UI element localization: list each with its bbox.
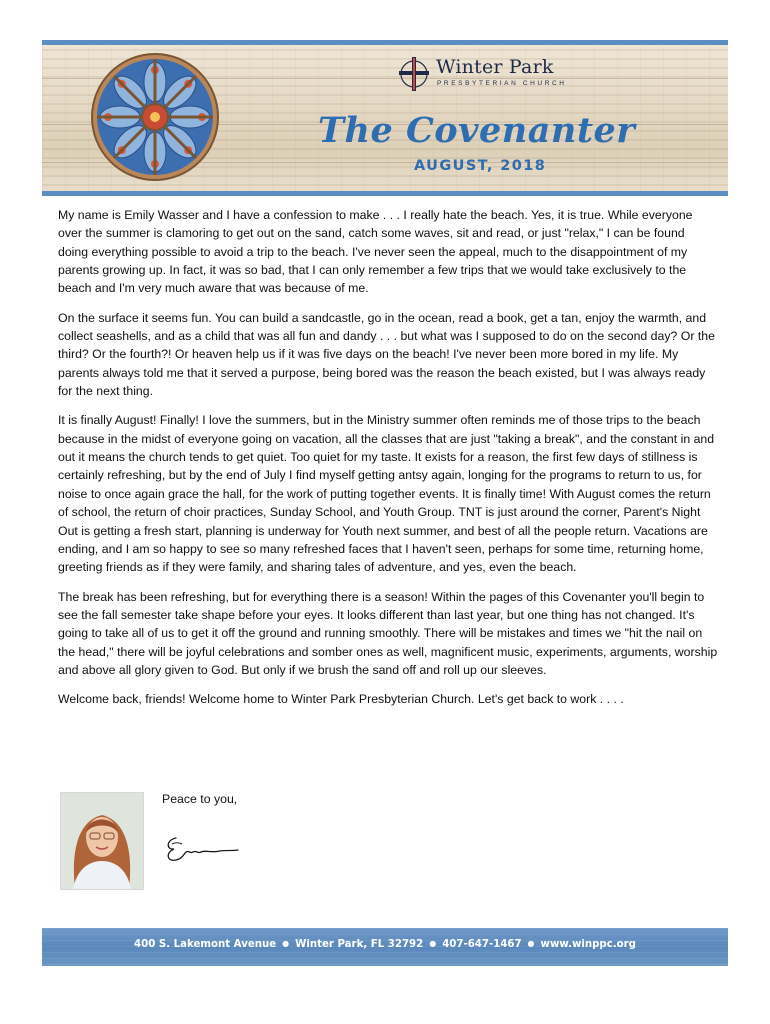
footer-city: Winter Park, FL 32792 xyxy=(295,939,424,950)
article-body xyxy=(58,206,718,720)
article-paragraph: It is finally August! Finally! I love the summers, but in the Ministry summer often reminds me of those trips to the beach because in the midst of everyone going on vacation, all the classes that are just "taking a break", and the constant in and out it means the church tends to get quiet. Too quiet for my taste. It exists for a reason, the first few days of stillness is certainly refreshing, but by the end of July I find myself getting antsy again, longing for the programs to return to us, for noise to once again grace the hall, for the work of putting together events. It is finally time! With August comes the return of school, the return of choir practices, Sunday School, and Youth Group. TNT is just around the corner, Parent's Night Out is getting a fresh start, planning is underway for Youth next summer, and best of all the people return. Vacations are ending, and I am so happy to see so many refreshed faces that I haven't seen, perhaps for some time, returning home, greeting friends as if they were family, and sharing tales of adventure, and yes, even the beach. xyxy=(58,413,715,575)
logo-name: Winter Park xyxy=(436,56,554,78)
masthead-bottom-stripe xyxy=(42,191,728,196)
article-paragraph: Welcome back, friends! Welcome home to Winter Park Presbyterian Church. Let's get back to work . . . . xyxy=(58,692,624,707)
handwritten-signature xyxy=(162,830,242,864)
bullet-separator: ● xyxy=(282,939,290,948)
footer-contact xyxy=(42,939,728,950)
masthead xyxy=(42,40,728,196)
cross-icon xyxy=(396,56,432,92)
footer-address: 400 S. Lakemont Avenue xyxy=(134,939,277,950)
author-photo xyxy=(60,792,144,890)
article-paragraph: On the surface it seems fun. You can build a sandcastle, go in the ocean, read a book, get a tan, enjoy the warmth, and collect seashells, and as a child that was all fun and dandy . . . but what was I supposed to do on the second day? Or the third? Or the fourth?! Or heaven help us if it was five days on the beach! I've never been more bored in my life. My parents always told me that it served a purpose, being bored was the reason the beach existed, but I was always ready for the next thing. xyxy=(58,310,715,399)
signature-block xyxy=(58,790,718,890)
bullet-separator: ● xyxy=(429,939,437,948)
footer-bar xyxy=(42,928,728,966)
logo-subtitle: PRESBYTERIAN CHURCH xyxy=(437,80,567,87)
article-paragraph: My name is Emily Wasser and I have a confession to make . . . I really hate the beach. Yes, it is true. While everyone over the summer is clamoring to get out on the sand, catch some waves, sit and read, or just "relax," I can be found doing everything possible to avoid a trip to the beach. I've never seen the appeal, much to the disappointment of my parents growing up. In fact, it was so bad, that I can only remember a few trips that we would take exclusively to the beach and I'm very much aware that was because of me. xyxy=(58,208,693,296)
church-logo xyxy=(396,54,606,100)
rose-window-icon xyxy=(90,52,220,182)
newsletter-title: The Covenanter xyxy=(318,110,636,151)
bullet-separator: ● xyxy=(527,939,535,948)
footer-website[interactable]: www.winppc.org xyxy=(540,939,636,950)
footer-phone[interactable]: 407-647-1467 xyxy=(442,939,522,950)
closing-salutation: Peace to you, xyxy=(162,792,238,806)
issue-date: AUGUST, 2018 xyxy=(414,158,547,174)
masthead-top-stripe xyxy=(42,40,728,45)
article-paragraph: The break has been refreshing, but for everything there is a season! Within the pages of this Covenanter you'll begin to see the fall semester take shape before your eyes. It looks different than last year, but one thing has not changed. It's going to take all of us to get it off the ground and running smoothly. There will be mistakes and times we "hit the nail on the head," there will be joyful celebrations and somber ones as well, magnificent music, experiments, arguments, worship and above all glory given to God. But only if we brush the sand off and roll up our sleeves. xyxy=(58,589,718,677)
